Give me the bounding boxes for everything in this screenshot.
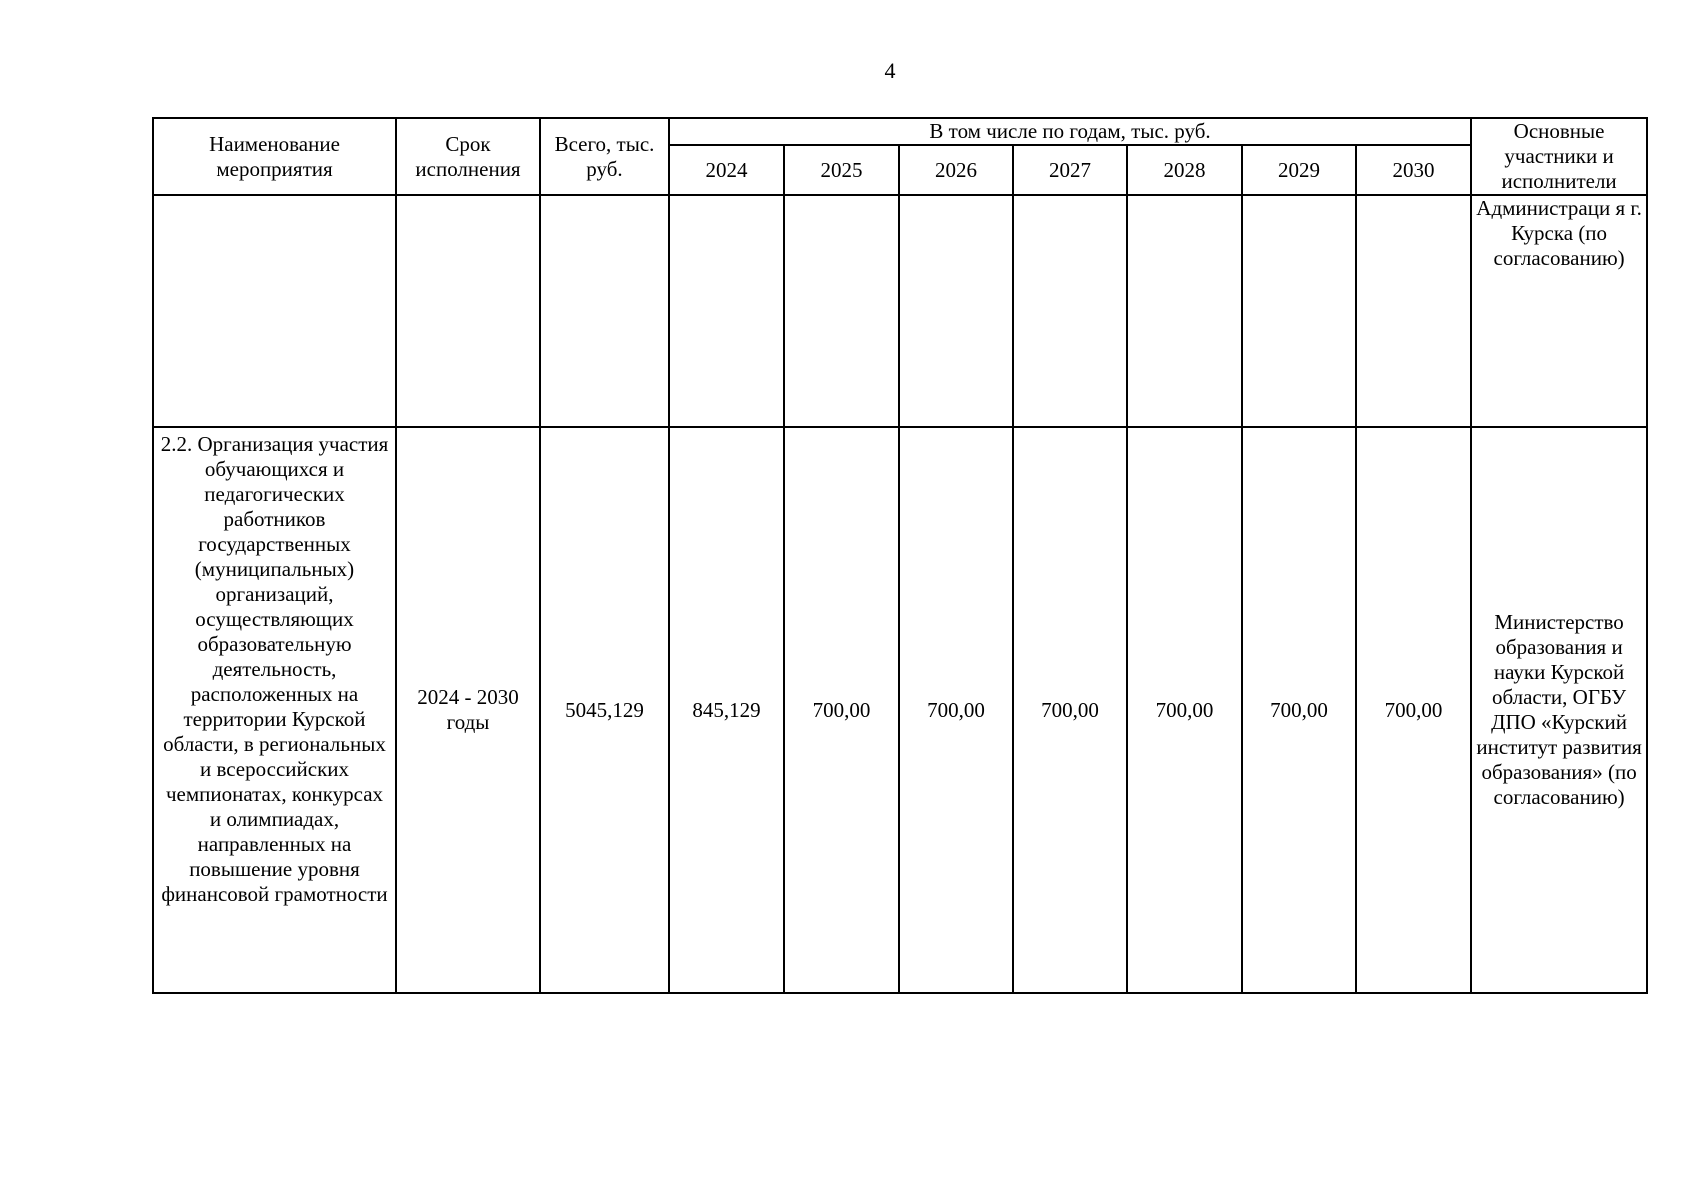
- header-year-2027: 2027: [1013, 145, 1127, 195]
- header-year-2026: 2026: [899, 145, 1013, 195]
- row-year-2029-cell: 700,00: [1242, 427, 1356, 993]
- row-year-2028-cell: 700,00: [1127, 427, 1242, 993]
- row-year-2026-cell: [899, 195, 1013, 427]
- table-row: [153, 427, 1647, 993]
- row-year-2027-cell: 700,00: [1013, 427, 1127, 993]
- row-year-2026-cell: 700,00: [899, 427, 1013, 993]
- row-year-2030-cell: [1356, 195, 1471, 427]
- header-total: Всего, тыс. руб.: [540, 118, 669, 195]
- row-year-2030-cell: 700,00: [1356, 427, 1471, 993]
- header-participants: Основные участники и исполнители: [1471, 118, 1647, 195]
- table-row: [153, 195, 1647, 427]
- header-year-2025: 2025: [784, 145, 899, 195]
- row-participants-cell: Администраци я г. Курска (по согласованию): [1471, 195, 1647, 427]
- row-year-2024-cell: [669, 195, 784, 427]
- header-by-years: В том числе по годам, тыс. руб.: [669, 118, 1471, 145]
- row-year-2024-cell: 845,129: [669, 427, 784, 993]
- row-name-cell: [153, 195, 396, 427]
- row-year-2029-cell: [1242, 195, 1356, 427]
- row-year-2025-cell: [784, 195, 899, 427]
- header-term: Срок исполнения: [396, 118, 540, 195]
- header-year-2030: 2030: [1356, 145, 1471, 195]
- row-year-2028-cell: [1127, 195, 1242, 427]
- row-year-2025-cell: 700,00: [784, 427, 899, 993]
- activities-table: [152, 117, 1648, 994]
- row-term-cell: [396, 195, 540, 427]
- page-number: 4: [884, 58, 896, 83]
- header-year-2029: 2029: [1242, 145, 1356, 195]
- row-year-2027-cell: [1013, 195, 1127, 427]
- row-name-cell: 2.2. Организация участия обучающихся и педагогических работников государственных (муниципальных) организаций, осуществляющих образовательную деятельность, расположенных на территории Курской области, в региональных и всероссийских чемпионатах, конкурсах и олимпиадах, направленных на повышение уровня финансовой грамотности: [153, 427, 396, 993]
- row-term-cell: 2024 - 2030 годы: [396, 427, 540, 993]
- row-total-cell: 5045,129: [540, 427, 669, 993]
- header-name: Наименование мероприятия: [153, 118, 396, 195]
- header-year-2028: 2028: [1127, 145, 1242, 195]
- header-year-2024: 2024: [669, 145, 784, 195]
- row-total-cell: [540, 195, 669, 427]
- row-participants-cell: Министерство образования и науки Курской области, ОГБУ ДПО «Курский институт развития образования» (по согласованию): [1471, 427, 1647, 993]
